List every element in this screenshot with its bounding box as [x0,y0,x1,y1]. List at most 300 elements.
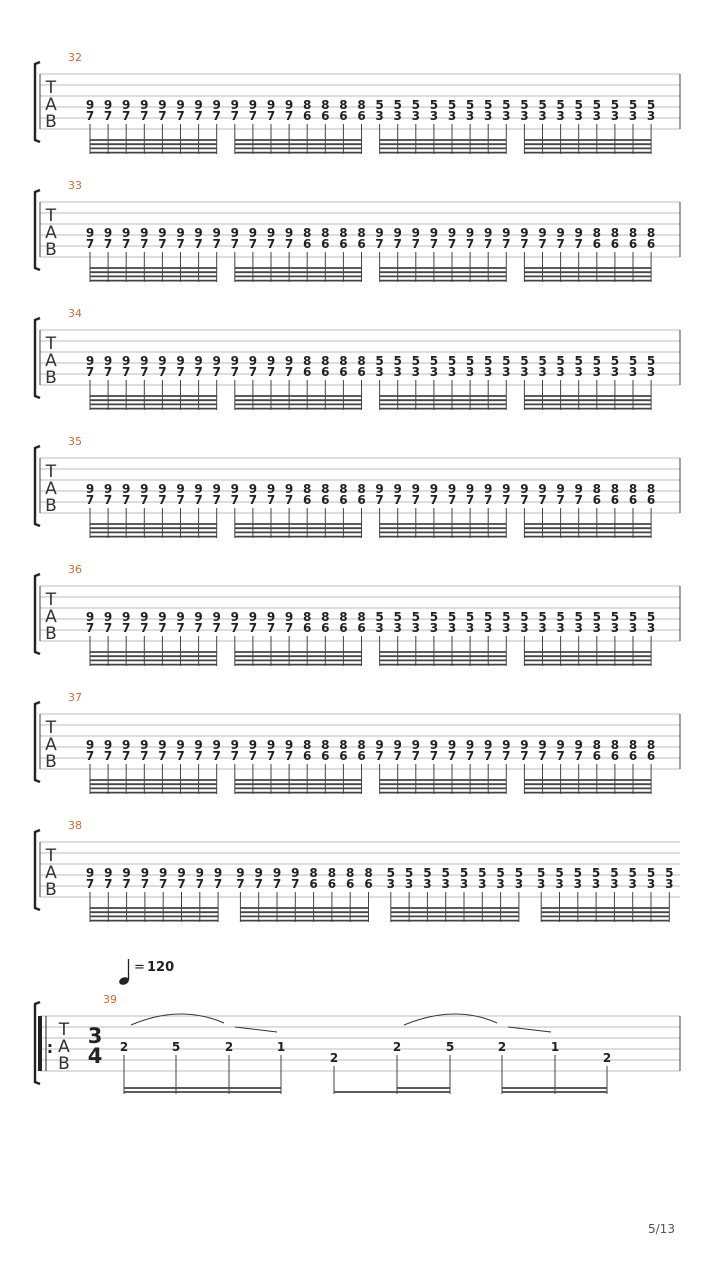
tab-note: 9 [284,98,294,112]
tab-note: 5 [574,354,583,368]
tab-note: 5 [429,354,439,368]
tab-note: 6 [339,109,348,123]
tab-note: 5 [502,354,511,368]
tab-note: 6 [321,621,330,635]
tab-note: 7 [248,493,258,507]
tab-note: 3 [429,621,439,635]
system-brace [35,62,40,142]
tab-note: 5 [423,866,432,880]
tab-note: 9 [176,482,185,496]
slide [508,1027,551,1032]
tab-note: 3 [665,877,674,891]
tab-note: 3 [592,621,601,635]
tab-note: 8 [303,226,312,240]
tab-note: 6 [592,237,601,251]
tab-note: 9 [375,738,384,752]
tab-note: 5 [574,610,583,624]
tab-note: 9 [194,482,203,496]
tab-note: 3 [411,365,420,379]
tab-note: 7 [429,493,439,507]
tab-note: 9 [158,610,167,624]
tab-note: 9 [159,866,168,880]
tab-note: 3 [404,877,414,891]
tab-note: 7 [213,877,223,891]
tab-note: 6 [364,877,373,891]
tab-note: 8 [339,354,348,368]
tab-note: 9 [212,354,221,368]
tab-note: 5 [665,866,674,880]
tab-note: 9 [85,226,95,240]
tab-note: 6 [628,493,638,507]
tab-note: 6 [592,749,601,763]
measure-number: 38 [68,819,82,832]
tab-note: 5 [538,610,547,624]
tab-note: 7 [212,749,221,763]
tab-note: 7 [158,749,167,763]
tab-note: 3 [555,877,564,891]
tab-note: 8 [628,738,638,752]
tab-note: 5 [628,866,637,880]
tab-note: 6 [646,749,656,763]
tab-note: 5 [411,98,420,112]
tab-note: 9 [212,226,221,240]
tab-note: 7 [465,493,475,507]
tab-note: 7 [140,109,149,123]
tab-note: 6 [303,365,312,379]
tab-note: 5 [538,354,547,368]
tab-note: 9 [85,482,95,496]
tab-note: 9 [484,482,493,496]
tab-note: 3 [484,621,493,635]
tab-note: 7 [502,493,511,507]
tab-clef-letter: A [45,863,57,883]
tab-note: 7 [484,749,493,763]
tab-clef-letter: B [45,112,57,132]
tab-note: 5 [538,98,547,112]
tab-note: 1 [550,1040,560,1054]
system-brace [35,318,40,398]
tab-note: 3 [502,109,511,123]
tab-note: 7 [140,493,149,507]
tab-clef-letter: A [45,479,57,499]
tab-note: 9 [556,738,565,752]
tab-note: 9 [122,226,131,240]
tab-note: 5 [520,354,529,368]
tab-note: 7 [176,237,185,251]
tab-note: 7 [520,237,529,251]
tab-note: 6 [357,237,366,251]
tab-note: 9 [230,226,239,240]
tab-note: 9 [194,98,203,112]
tab-note: 9 [248,354,258,368]
tab-note: 3 [556,365,565,379]
tab-note: 5 [591,866,601,880]
tab-note: 7 [212,109,221,123]
tab-note: 5 [610,98,620,112]
tab-note: 6 [357,365,366,379]
tab-note: 5 [404,866,414,880]
tab-note: 7 [502,749,511,763]
tab-note: 7 [140,749,149,763]
tab-note: 8 [327,866,337,880]
tab-note: 9 [230,738,239,752]
tab-note: 8 [357,226,366,240]
tab-note: 7 [538,237,547,251]
tab-note: 7 [194,493,203,507]
tab-note: 5 [628,610,638,624]
tab-note: 8 [303,482,312,496]
tab-note: 7 [194,237,203,251]
tab-note: 3 [429,365,439,379]
tab-note: 3 [447,621,457,635]
tab-note: 9 [158,98,167,112]
tab-note: 7 [538,493,547,507]
tab-clef-letter: T [45,718,57,738]
tab-note: 7 [230,365,239,379]
tab-note: 3 [393,365,402,379]
tab-note: 9 [291,866,300,880]
tab-note: 9 [176,98,185,112]
tab-clef-letter: B [45,368,57,388]
measure-number: 37 [68,691,82,704]
tab-note: 9 [158,226,167,240]
system-brace [35,190,40,270]
tab-note: 5 [520,98,529,112]
tab-note: 6 [610,237,620,251]
tab-note: 5 [411,610,420,624]
tab-note: 6 [309,877,318,891]
tab-note: 7 [158,493,167,507]
tab-note: 9 [266,226,276,240]
tab-note: 9 [538,226,547,240]
tab-note: 7 [556,493,565,507]
tab-note: 5 [441,866,450,880]
tab-note: 9 [284,226,294,240]
tab-note: 3 [393,109,402,123]
tab-note: 9 [85,354,95,368]
tab-note: 5 [171,1040,181,1054]
tab-note: 3 [502,621,511,635]
tab-note: 5 [520,610,529,624]
tab-note: 6 [303,621,312,635]
tab-note: 6 [357,621,366,635]
tab-note: 9 [447,482,457,496]
tab-note: 9 [429,482,439,496]
tab-note: 3 [538,365,547,379]
tab-note: 6 [628,237,638,251]
tab-note: 9 [284,354,294,368]
tab-note: 9 [140,482,149,496]
tab-note: 7 [447,749,457,763]
tab-note: 6 [339,365,348,379]
tab-note: 9 [429,226,439,240]
tab-note: 3 [520,621,529,635]
tab-note: 9 [248,98,258,112]
tab-note: 9 [104,866,113,880]
time-signature-top: 3 [87,1024,103,1048]
tab-note: 6 [646,237,656,251]
tab-note: 5 [375,610,384,624]
tab-note: 7 [465,237,475,251]
system-brace [35,830,40,910]
tab-note: 7 [484,237,493,251]
tab-note: 5 [502,98,511,112]
tab-note: 3 [386,877,395,891]
tab-note: 8 [321,738,330,752]
tab-note: 3 [610,365,620,379]
tab-note: 9 [574,226,583,240]
tab-note: 7 [272,877,282,891]
tab-note: 3 [646,621,656,635]
tab-note: 9 [574,482,583,496]
tab-clef-letter: B [45,496,57,516]
tab-note: 6 [357,749,366,763]
tab-note: 3 [610,109,620,123]
tab-note: 7 [122,621,131,635]
tab-note: 7 [484,493,493,507]
tab-note: 7 [122,749,131,763]
tab-note: 7 [158,621,167,635]
tab-note: 7 [447,493,457,507]
tab-note: 3 [574,365,583,379]
tab-note: 9 [103,610,113,624]
tab-note: 8 [357,98,366,112]
tab-note: 3 [628,365,638,379]
tab-note: 9 [177,866,186,880]
tab-note: 8 [364,866,373,880]
tab-note: 9 [266,98,276,112]
tab-note: 9 [230,98,239,112]
tempo-equals: = [134,960,145,975]
tab-note: 7 [177,877,186,891]
tab-note: 9 [158,354,167,368]
tab-note: 7 [176,109,185,123]
tab-note: 3 [375,365,384,379]
tab-note: 8 [321,482,330,496]
tab-note: 5 [429,610,439,624]
tab-note: 7 [520,493,529,507]
tab-note: 3 [591,877,601,891]
tab-note: 5 [592,610,601,624]
tab-note: 3 [447,365,457,379]
tab-note: 7 [212,621,221,635]
tab-note: 8 [321,354,330,368]
tab-note: 6 [339,493,348,507]
tab-note: 7 [375,237,384,251]
tab-clef-letter: A [45,95,57,115]
tab-clef-letter: A [45,735,57,755]
tab-note: 3 [646,877,656,891]
tab-note: 9 [284,610,294,624]
tab-note: 3 [538,109,547,123]
tab-clef-letter: B [45,752,57,772]
tab-note: 7 [254,877,263,891]
tab-note: 9 [103,482,113,496]
tab-note: 9 [140,98,149,112]
tab-note: 3 [496,877,505,891]
tab-note: 7 [85,109,95,123]
tab-note: 7 [176,365,185,379]
tab-note: 9 [465,738,475,752]
tab-note: 6 [321,749,330,763]
tab-clef-letter: T [58,1020,70,1040]
tab-note: 7 [212,237,221,251]
tab-note: 5 [393,98,402,112]
tab-note: 9 [122,482,131,496]
tab-note: 7 [393,493,402,507]
tab-note: 7 [502,237,511,251]
tab-note: 2 [329,1051,339,1065]
tab-note: 5 [592,98,601,112]
tab-note: 7 [85,493,95,507]
tab-note: 9 [140,738,149,752]
tab-note: 7 [176,749,185,763]
tab-note: 7 [140,237,149,251]
tab-note: 7 [393,237,402,251]
tab-note: 7 [574,237,583,251]
tab-note: 9 [103,354,113,368]
tab-note: 5 [537,866,546,880]
tab-note: 7 [104,877,113,891]
tab-note: 7 [375,749,384,763]
tab-note: 7 [140,365,149,379]
tab-note: 9 [502,226,511,240]
tab-clef-letter: B [45,624,57,644]
measure-number: 39 [103,993,117,1006]
tab-note: 5 [393,354,402,368]
tab-note: 7 [248,365,258,379]
tab-note: 7 [411,749,420,763]
tab-note: 3 [628,621,638,635]
tab-note: 7 [212,365,221,379]
tab-note: 5 [496,866,505,880]
tab-note: 3 [592,365,601,379]
tab-note: 5 [484,610,493,624]
tab-clef-letter: T [45,334,57,354]
tab-note: 8 [592,226,601,240]
tab-note: 5 [514,866,524,880]
tab-note: 7 [103,493,113,507]
tab-note: 5 [478,866,487,880]
tab-note: 9 [254,866,263,880]
tab-note: 9 [266,738,276,752]
tab-note: 7 [520,749,529,763]
tab-note: 3 [592,109,601,123]
tab-note: 7 [159,877,168,891]
tab-note: 7 [85,237,95,251]
measure-number: 32 [68,51,82,64]
tab-note: 7 [140,877,150,891]
tab-clef-letter: T [45,206,57,226]
tab-note: 9 [194,610,203,624]
tab-note: 7 [291,877,300,891]
tab-note: 9 [484,226,493,240]
tab-note: 5 [465,98,475,112]
tab-note: 9 [284,738,294,752]
tab-note: 3 [465,621,475,635]
tab-note: 7 [195,877,204,891]
tab-note: 3 [484,365,493,379]
tab-note: 9 [230,482,239,496]
tab-note: 5 [556,610,565,624]
tab-note: 3 [628,109,638,123]
tab-note: 9 [266,610,276,624]
tab-note: 5 [610,866,619,880]
tab-note: 3 [574,109,583,123]
tab-note: 7 [194,621,203,635]
tab-note: 9 [212,738,221,752]
tab-note: 9 [176,610,185,624]
tab-note: 5 [445,1040,455,1054]
tab-note: 9 [85,866,95,880]
tab-note: 3 [423,877,432,891]
tab-note: 9 [393,738,402,752]
tab-clef-letter: T [45,462,57,482]
tab-note: 6 [357,109,366,123]
tab-note: 9 [556,226,565,240]
tab-note: 6 [357,493,366,507]
tab-note: 9 [194,226,203,240]
tab-note: 3 [520,109,529,123]
tab-note: 6 [592,493,601,507]
tab-note: 7 [266,493,276,507]
tab-note: 8 [646,482,656,496]
tab-note: 9 [447,738,457,752]
tab-note: 6 [321,109,330,123]
tab-note: 8 [357,354,366,368]
tab-note: 9 [213,866,223,880]
tab-note: 9 [411,226,420,240]
tab-note: 8 [303,98,312,112]
tab-note: 9 [520,738,529,752]
tab-note: 8 [303,354,312,368]
tab-note: 9 [236,866,245,880]
tab-note: 9 [194,738,203,752]
tab-note: 8 [321,98,330,112]
tab-note: 9 [266,354,276,368]
tab-note: 8 [628,482,638,496]
tab-note: 5 [459,866,469,880]
tab-system [35,435,680,538]
tab-note: 7 [429,749,439,763]
measure-number: 34 [68,307,82,320]
tab-note: 3 [484,109,493,123]
tab-note: 8 [610,482,620,496]
tab-note: 3 [375,109,384,123]
tab-note: 7 [266,749,276,763]
tab-note: 9 [520,226,529,240]
tab-note: 9 [465,482,475,496]
tab-note: 9 [429,738,439,752]
tab-clef-letter: B [45,880,57,900]
tab-note: 7 [122,877,131,891]
tab-note: 6 [610,749,620,763]
tab-note: 9 [538,482,547,496]
tab-note: 7 [284,365,294,379]
tab-note: 9 [140,226,149,240]
tab-note: 8 [339,610,348,624]
tab-note: 6 [321,493,330,507]
tab-note: 9 [574,738,583,752]
tab-note: 9 [520,482,529,496]
tab-note: 9 [103,738,113,752]
tab-note: 7 [194,749,203,763]
tab-note: 3 [556,109,565,123]
tab-note: 6 [303,749,312,763]
tab-note: 9 [230,610,239,624]
tab-note: 5 [573,866,582,880]
tab-note: 7 [284,109,294,123]
